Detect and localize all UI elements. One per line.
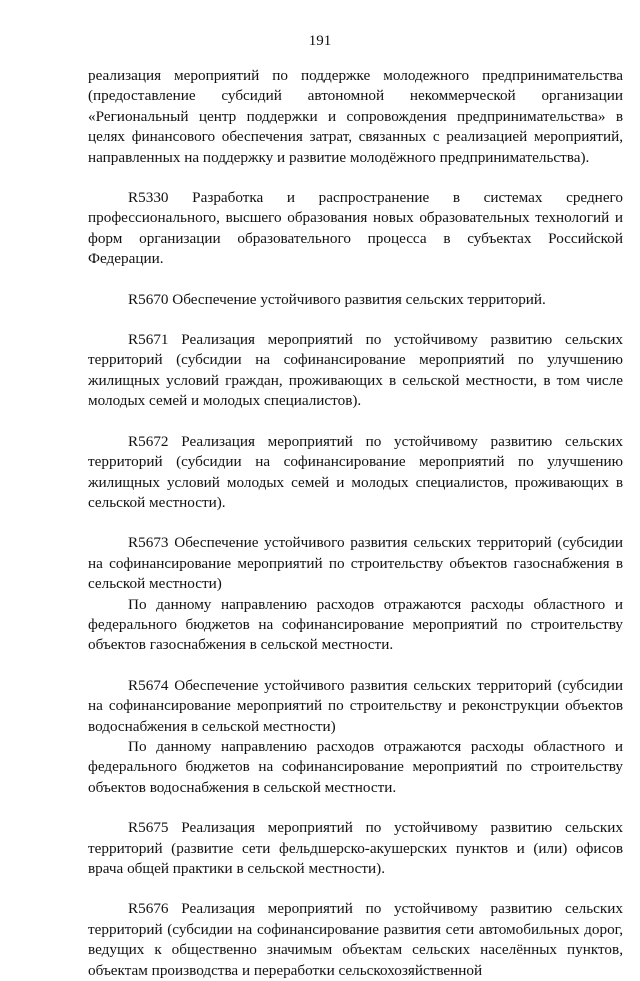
paragraph-youth-entrepreneurship: реализация мероприятий по поддержке молодежного предпринимательства (предоставление субсидий автономной некоммерческой организации «Региональный центр поддержки и сопровождения предпринимательства» в целях финансового обеспечения затрат, связанных с реализацией мероприятий, направленных на поддержку и развитие молодёжного предпринимательства). [88, 67, 623, 166]
paragraph-r5670: R5670 Обеспечение устойчивого развития сельских территорий. [128, 290, 546, 308]
paragraph-r5676: R5676 Реализация мероприятий по устойчивому развитию сельских территорий (субсидии на софинансирование развития сети автомобильных дорог, ведущих к общественно значимым объектам сельских населённых пунктов, объектам производства и переработки сельскохозяйственной [88, 900, 623, 979]
paragraph-r5674-description: По данному направлению расходов отражаются расходы областного и федерального бюджетов на софинансирование мероприятий по строительству объектов водоснабжения в сельской местности. [88, 737, 623, 796]
paragraph-r5674: R5674 Обеспечение устойчивого развития сельских территорий (субсидии на софинансирование мероприятий по строительству и реконструкции объектов водоснабжения в сельской местности) [88, 676, 623, 735]
paragraph-r5672: R5672 Реализация мероприятий по устойчивому развитию сельских территорий (субсидии на софинансирование мероприятий по улучшению жилищных условий молодых семей и молодых специалистов, проживающих в сельской местности). [88, 432, 623, 511]
paragraph-r5673-description: По данному направлению расходов отражаются расходы областного и федерального бюджетов на софинансирование мероприятий по строительству объектов газоснабжения в сельской местности. [88, 595, 623, 654]
document-body [88, 66, 623, 981]
paragraph-r5671: R5671 Реализация мероприятий по устойчивому развитию сельских территорий (субсидии на софинансирование мероприятий по улучшению жилищных условий граждан, проживающих в сельской местности, в том числе молодых семей и молодых специалистов). [88, 331, 623, 410]
page-number: 191 [308, 33, 332, 49]
paragraph-r5673: R5673 Обеспечение устойчивого развития сельских территорий (субсидии на софинансирование мероприятий по строительству объектов газоснабжения в сельской местности) [88, 534, 623, 593]
paragraph-r5675: R5675 Реализация мероприятий по устойчивому развитию сельских территорий (развитие сети фельдшерско-акушерских пунктов и (или) офисов врача общей практики в сельской местности). [88, 819, 623, 877]
paragraph-r5330: R5330 Разработка и распространение в системах среднего профессионального, высшего образования новых образовательных технологий и форм организации образовательного процесса в субъектах Российской Федерации. [88, 189, 623, 268]
